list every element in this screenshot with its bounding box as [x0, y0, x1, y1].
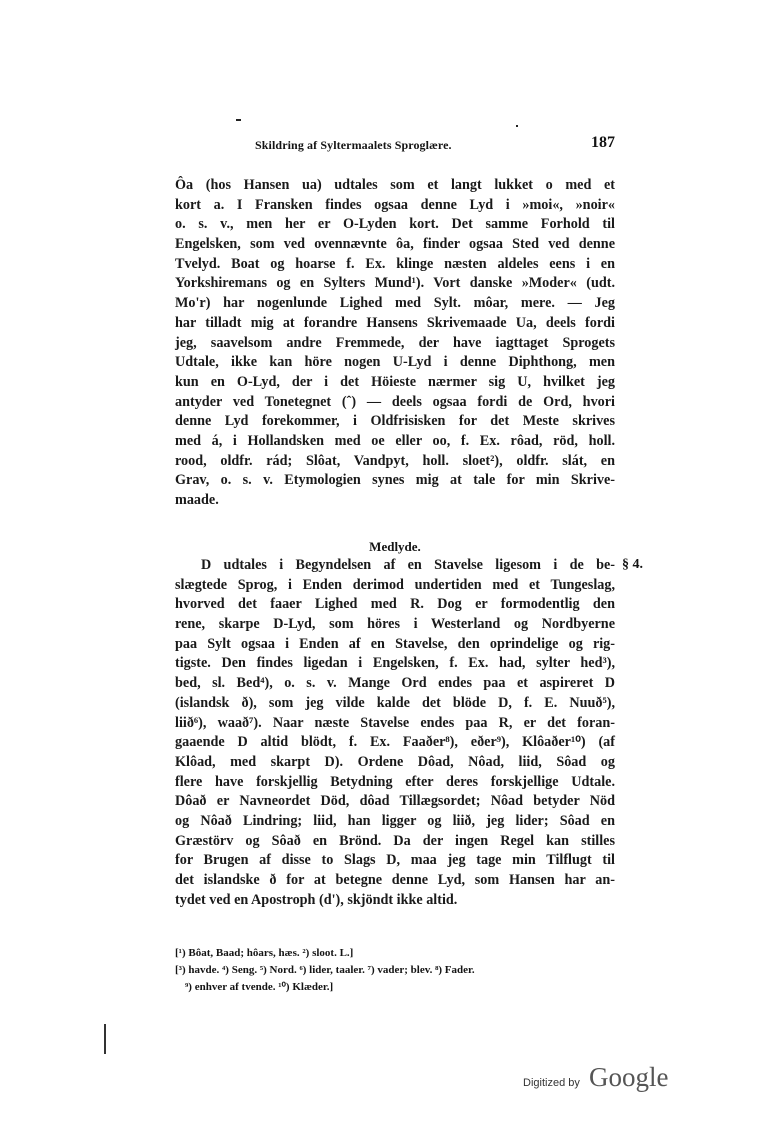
footnotes [175, 945, 620, 996]
text-line: hvorved det faaer Lighed med R. Dog er formodentlig den [175, 596, 615, 613]
text-line: Græstörv og Sôað en Brönd. Da der ingen Regel kan stilles [175, 832, 615, 849]
text-line: antyder ved Tonetegnet (ˆ) — deels ogsaa fordi de Ord, hvori [175, 393, 615, 410]
text-line: D udtales i Begyndelsen af en Stavelse ligesom i de be- [201, 557, 615, 573]
text-line: paa Sylt ogsaa i Enden af en Stavelse, den oprindelige og rig- [175, 635, 615, 652]
text-line: det islandske ð for at betegne denne Lyd, som Hansen har an- [175, 872, 615, 888]
watermark-prefix: Digitized by [523, 1077, 580, 1089]
text-line: Ôa (hos Hansen ua) udtales som et langt lukket o med et [175, 177, 615, 193]
text-line: gaaende D altid blödt, f. Ex. Faaðer⁸), eðer⁹), Klôaðer¹⁰) (af [175, 734, 615, 751]
footnote-line: ⁹) enhver af tvende. ¹⁰) Klæder.] [185, 981, 334, 993]
text-line: Yorkshiremans og en Sylters Mund¹). Vort danske »Moder« (udt. [175, 275, 615, 292]
text-line: med á, i Hollandsken med oe eller oo, f. Ex. rôad, röd, holl. [175, 432, 615, 449]
top-speck [236, 119, 241, 121]
text-line: tigste. Den findes ligedan i Engelsken, f. Ex. had, sylter hed³), [175, 655, 615, 672]
text-line: kun en O-Lyd, der i det Höieste nærmer sig U, hvilket jeg [175, 373, 615, 390]
page-number: 187 [591, 134, 615, 151]
text-line: maade. [175, 492, 219, 508]
text-line: slægtede Sprog, i Enden derimod undertiden med et Tungeslag, [175, 576, 615, 593]
text-line: Klôad, med skarpt D). Ordene Dôad, Nôad, liid, Sôad og [175, 753, 615, 770]
text-line: tydet ved en Apostroph (d'), skjöndt ikke altid. [175, 891, 458, 908]
text-line: Dôað er Navneordet Död, dôad Tillægsordet; Nôad betyder Nöd [175, 793, 615, 810]
google-logo: Google [589, 1062, 669, 1092]
header-dot [516, 125, 518, 127]
text-line: Udtale, ikke kan höre nogen U-Lyd i denne Diphthong, men [175, 354, 615, 371]
text-line: bed, sl. Bed⁴), o. s. v. Mange Ord endes paa et aspireret D [175, 675, 615, 692]
paragraph-d [175, 556, 615, 910]
text-line: o. s. v., men her er O-Lyden kort. Det samme Forhold til [175, 216, 615, 233]
text-line: Mo'r) har nogenlunde Lighed med Sylt. môar, mere. — Jeg [175, 295, 615, 312]
text-line: Engelsken, som ved ovennævnte ôa, finder ogsaa Sted ved denne [175, 236, 615, 253]
digitized-watermark [523, 1062, 683, 1098]
text-line: Tvelyd. Boat og hoarse f. Ex. klinge næsten aldeles eens i en [175, 255, 615, 272]
margin-mark [104, 1024, 106, 1054]
footnote-line: [³) havde. ⁴) Seng. ⁵) Nord. ⁶) lider, taaler. ⁷) vader; blev. ⁸) Fader. [175, 964, 475, 976]
section-mark: § 4. [622, 557, 643, 572]
text-line: rood, oldfr. rád; Slôat, Vandpyt, holl. sloet²), oldfr. slát, en [175, 452, 615, 469]
text-line: kort a. I Fransken findes ogsaa denne Lyd i »moi«, »noir« [175, 196, 615, 213]
footnote-line: [¹) Bôat, Baad; hôars, hæs. ²) sloot. L.] [175, 947, 354, 959]
text-line: har tilladt mig at forandre Hansens Skrivemaade Ua, deels fordi [175, 314, 615, 331]
text-line: flere have forskjellig Betydning efter deres forskjellige Udtale. [175, 773, 615, 790]
text-line: jeg, saavelsom andre Fremmede, der have iagttaget Sprogets [175, 334, 615, 351]
text-line: (islandsk ð), som jeg vilde kalde det blöde D, f. E. Nuuð⁵), [175, 694, 615, 711]
text-line: Grav, o. s. v. Etymologien synes mig at tale for min Skrive- [175, 472, 615, 489]
text-line: og Nôað Lindring; liid, han ligger og liið, jeg lider; Sôad en [175, 812, 615, 829]
text-line: rene, skarpe D-Lyd, som höres i Westerland og Nordbyerne [175, 616, 615, 633]
section-heading: Medlyde. [369, 539, 421, 554]
running-header [255, 136, 615, 154]
running-title: Skildring af Syltermaalets Sproglære. [255, 138, 452, 152]
paragraph-oa [175, 176, 615, 511]
text-line: liið⁶), waað⁷). Naar næste Stavelse endes paa R, er det foran- [175, 714, 615, 731]
text-line: denne Lyd forekommer, i Oldfrisisken for det Meste skrives [175, 413, 615, 430]
text-line: for Brugen af disse to Slags D, maa jeg tage min Tilflugt til [175, 852, 615, 869]
